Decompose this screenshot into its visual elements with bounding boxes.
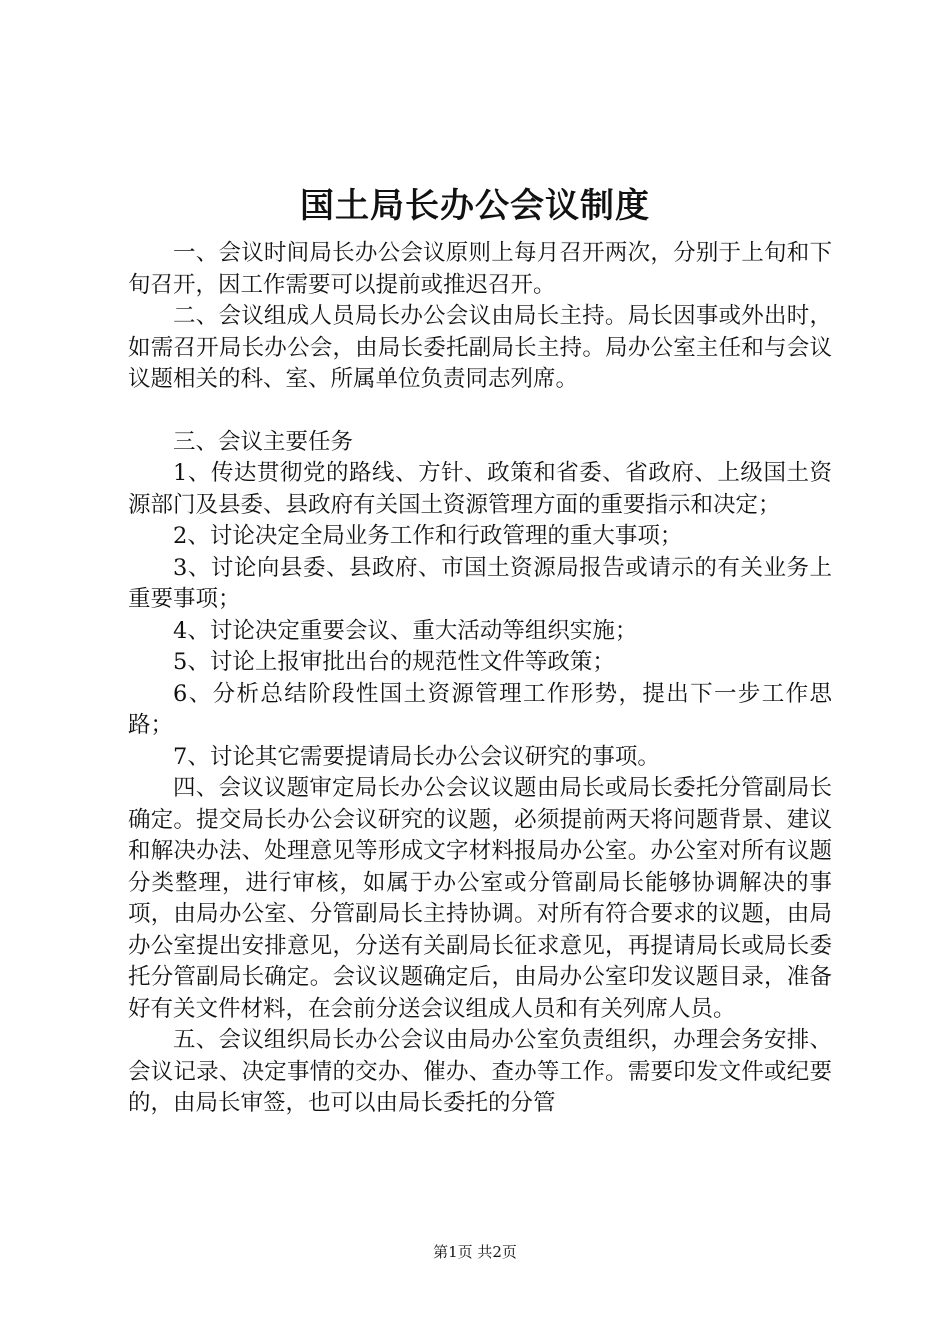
paragraph-topic-review: 四、会议议题审定局长办公会议议题由局长或局长委托分管副局长确定。提交局长办公会议研究的议题，必须提前两天将问题背景、建议和解决办法、处理意见等形成文字材料报局办公室。办公室对所有议题分类整理，进行审核，如属于办公室或分管副局长能够协调解决的事项，由局办公室、分管副局长主持协调。对所有符合要求的议题，由局办公室提出安排意见，分送有关副局长征求意见，再提请局长或局长委托分管副局长确定。会议议题确定后，由局办公室印发议题目录，准备好有关文件材料，在会前分送会议组成人员和有关列席人员。 (128, 775, 832, 1022)
paragraph-task-5: 5、讨论上报审批出台的规范性文件等政策； (173, 649, 615, 675)
document-title: 国土局长办公会议制度 (300, 186, 650, 226)
paragraph-task-2: 2、讨论决定全局业务工作和行政管理的重大事项； (173, 523, 683, 549)
document-body (128, 238, 832, 1120)
paragraph-meeting-organization: 五、会议组织局长办公会议由局办公室负责组织，办理会务安排、会议记录、决定事情的交办、催办、查办等工作。需要印发文件或纪要的，由局长审签，也可以由局长委托的分管 (128, 1027, 832, 1116)
paragraph-meeting-members: 二、会议组成人员局长办公会议由局长主持。局长因事或外出时，如需召开局长办公会，由局长委托副局长主持。局办公室主任和与会议议题相关的科、室、所属单位负责同志列席。 (128, 303, 832, 392)
paragraph-task-6: 6、分析总结阶段性国土资源管理工作形势，提出下一步工作思路； (128, 680, 832, 738)
paragraph-task-4: 4、讨论决定重要会议、重大活动等组织实施； (173, 617, 638, 644)
paragraph-task-1: 1、传达贯彻党的路线、方针、政策和省委、省政府、上级国土资源部门及县委、县政府有关国土资源管理方面的重要指示和决定； (128, 460, 832, 518)
paragraph-task-7: 7、讨论其它需要提请局长办公会议研究的事项。 (173, 743, 660, 770)
paragraph-meeting-time: 一、会议时间局长办公会议原则上每月召开两次，分别于上旬和下旬召开，因工作需要可以提前或推迟召开。 (128, 240, 832, 298)
page-number-footer: 第1页 共2页 (433, 1243, 517, 1261)
paragraph-task-3: 3、讨论向县委、县政府、市国土资源局报告或请示的有关业务上重要事项； (128, 554, 832, 612)
paragraph-main-tasks-heading: 三、会议主要任务 (173, 428, 354, 455)
